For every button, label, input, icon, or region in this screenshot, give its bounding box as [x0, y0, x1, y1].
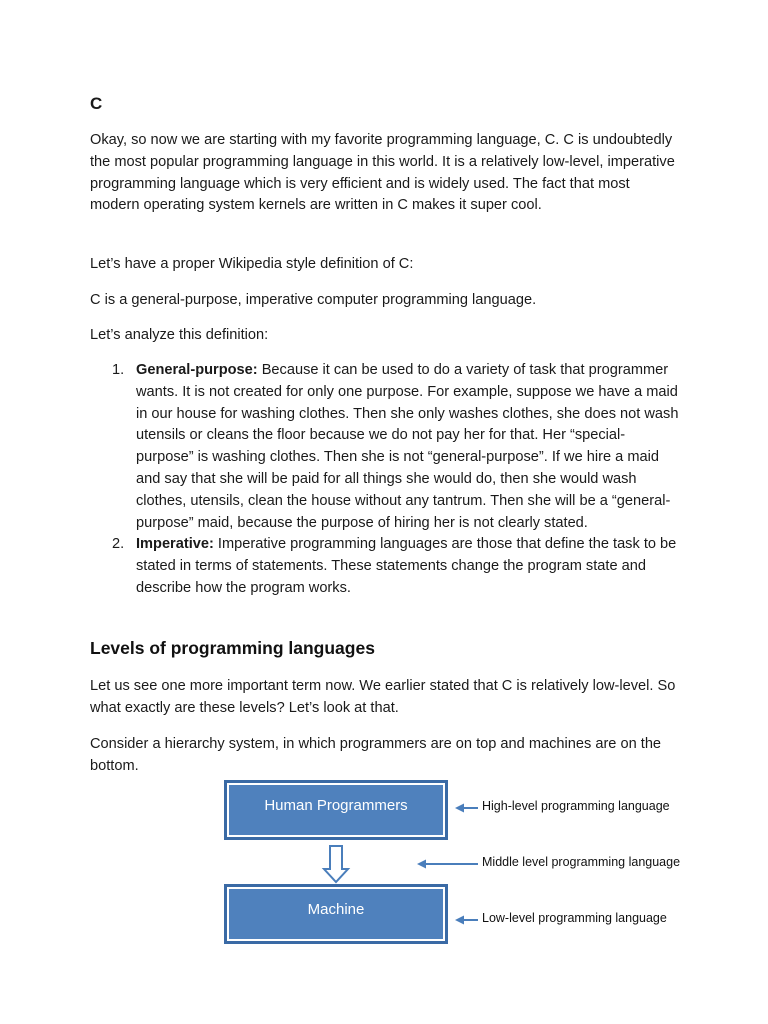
human-programmers-box: Human Programmers — [224, 780, 448, 840]
wiki-lead-paragraph: Let’s have a proper Wikipedia style definition of C: — [90, 256, 414, 272]
document-heading: C — [90, 94, 103, 113]
label-high-level: High-level programming language — [482, 799, 670, 813]
definition-term: General-purpose: — [136, 362, 258, 378]
definition-item-general-purpose — [90, 360, 680, 534]
definition-text: Because it can be used to do a variety of task that programmer wants. It is not created for only one purpose. For example, suppose we have a maid in our house for washing clothes. Then she only washes clothes, she does not wash utensils or cleans the floor because we do not pay her for that. Her “special-purpose” is washing clothes. Then she is not “general-purpose”. If we hire a maid and say that she will be paid for all things she would do, then she would wash clothes, utensils, clean the house without any tantrum. Then she will be a “general-purpose” maid, because the purpose of hiring her is not clearly stated. — [136, 362, 679, 531]
definition-term: Imperative: — [136, 536, 214, 553]
label-middle-level: Middle level programming language — [482, 855, 681, 869]
intro-paragraph: Okay, so now we are starting with my favorite programming language, C. C is undoubtedly the most popular programming language in this world. It is a relatively low-level, imperative programming language which is very efficient and is widely used. The fact that most modern operating system kernels are written in C makes it super cool. — [90, 132, 675, 214]
list-number: 2. — [112, 536, 125, 553]
levels-intro-paragraph: Let us see one more important term now. We earlier stated that C is relatively low-level. So what exactly are these levels? Let’s look at that. — [90, 678, 676, 716]
arrow-middle-icon — [417, 860, 478, 869]
machine-box: Machine — [224, 884, 448, 944]
hierarchy-intro-paragraph: Consider a hierarchy system, in which programmers are on top and machines are on the bottom. — [90, 736, 662, 774]
arrow-low-icon — [455, 916, 478, 925]
arrow-high-icon — [455, 804, 478, 813]
definition-text: Imperative programming languages are those that define the task to be stated in terms of statements. These statements change the program state and describe how the program works. — [136, 536, 677, 596]
definition-list — [90, 360, 680, 600]
label-low-level: Low-level programming language — [482, 911, 667, 925]
list-number: 1. — [112, 362, 125, 378]
definition-item-imperative — [90, 534, 680, 599]
wiki-definition-paragraph: C is a general-purpose, imperative computer programming language. — [90, 292, 537, 308]
down-arrow-icon — [324, 846, 348, 882]
analyze-lead-paragraph: Let’s analyze this definition: — [90, 327, 269, 343]
section-heading: Levels of programming languages — [90, 638, 375, 658]
